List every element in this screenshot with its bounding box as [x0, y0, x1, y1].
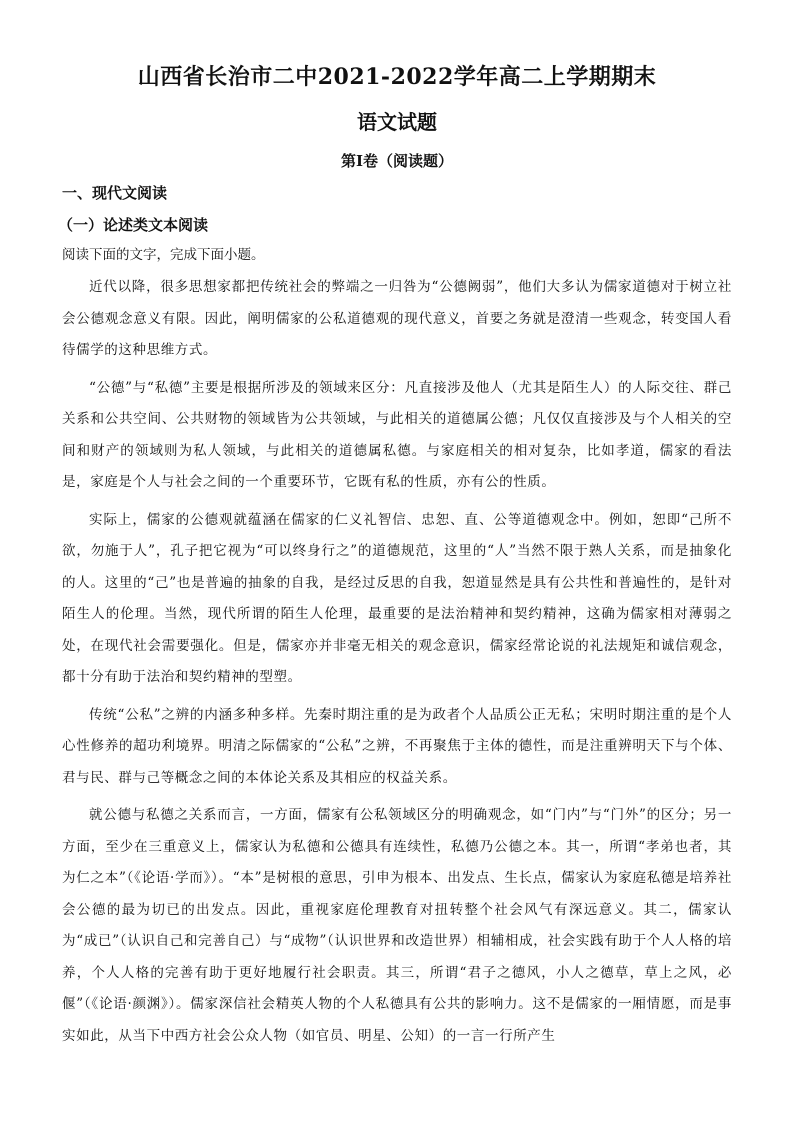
subsection-heading: （一）论述类文本阅读 — [58, 216, 209, 234]
passage-paragraph: 就公德与私德之关系而言，一方面，儒家有公私领域区分的明确观念，如“门内”与“门外”的区分；另一方面，至少在三重意义上，儒家认为私德和公德具有连续性，私德乃公德之本。其一，所谓“孝弟也者，其为仁之本”（《论语·学而》）。“本”是树根的意思，引申为根本、出发点、生长点，儒家认为家庭私德是培养社会公德的最为切已的出发点。因此，重视家庭伦理教育对扭转整个社会风气有深远意义。其二，儒家认为“成已”（认识自己和完善自己）与“成物”（认识世界和改造世界）相辅相成，社会实践有助于个人人格的培养，个人人格的完善有助于更好地履行社会职责。其三，所谓“君子之德风，小人之德草，草上之风，必偃”（《论语·颜渊》）。儒家深信社会精英人物的个人私德具有公共的影响力。这不是儒家的一厢情愿，而是事实如此，从当下中西方社会公众人物（如官员、明星、公知）的一言一行所产生 — [62, 807, 732, 1044]
exam-subtitle: 语文试题 — [357, 110, 437, 134]
exam-page — [58, 62, 732, 1052]
passage-paragraph: 实际上，儒家的公德观就蕴涵在儒家的仁义礼智信、忠恕、直、公等道德观念中。例如，恕即“己所不欲，勿施于人”，孔子把它视为“可以终身行之”的道德规范，这里的“人”当然不限于熟人关系，而是抽象化的人。这里的“己”也是普遍的抽象的自我，是经过反思的自我，恕道显然是具有公共性和普遍性的，是针对陌生人的伦理。当然，现代所谓的陌生人伦理，最重要的是法治精神和契约精神，这确为儒家相对薄弱之处，在现代社会需要强化。但是，儒家亦并非毫无相关的观念意识，儒家经常论说的礼法规矩和诚信观念，都十分有助于法治和契约精神的型塑。 — [62, 511, 732, 685]
passage-paragraph: 传统“公私”之辨的内涵多种多样。先秦时期注重的是为政者个人品质公正无私；宋明时期注重的是个人心性修养的超功利境界。明清之际儒家的“公私”之辨，不再聚焦于主体的德性，而是注重辨明天下与个体、君与民、群与己等概念之间的本体论关系及其相应的权益关系。 — [62, 706, 732, 786]
passage-paragraph: “公德”与“私德”主要是根据所涉及的领域来区分：凡直接涉及他人（尤其是陌生人）的人际交往、群己关系和公共空间、公共财物的领域皆为公共领域，与此相关的道德属公德；凡仅仅直接涉及与个人相关的空间和财产的领域则为私人领域，与此相关的道德属私德。与家庭相关的相对复杂，比如孝道，儒家的看法是，家庭是个人与社会之间的一个重要环节，它既有私的性质，亦有公的性质。 — [62, 379, 732, 490]
exam-title: 山西省长治市二中2021-2022学年高二上学期期末 — [137, 64, 657, 90]
reading-instruction: 阅读下面的文字，完成下面小题。 — [62, 247, 265, 263]
section-heading: 一、现代文阅读 — [62, 184, 168, 202]
passage-paragraph: 近代以降，很多思想家都把传统社会的弊端之一归咎为“公德阙弱”，他们大多认为儒家道德对于树立社会公德观念意义有限。因此，阐明儒家的公私道德观的现代意义，首要之务就是澄清一些观念，转变国人看待儒学的这种思维方式。 — [62, 279, 732, 358]
volume-heading: 第I卷（阅读题） — [340, 152, 454, 170]
